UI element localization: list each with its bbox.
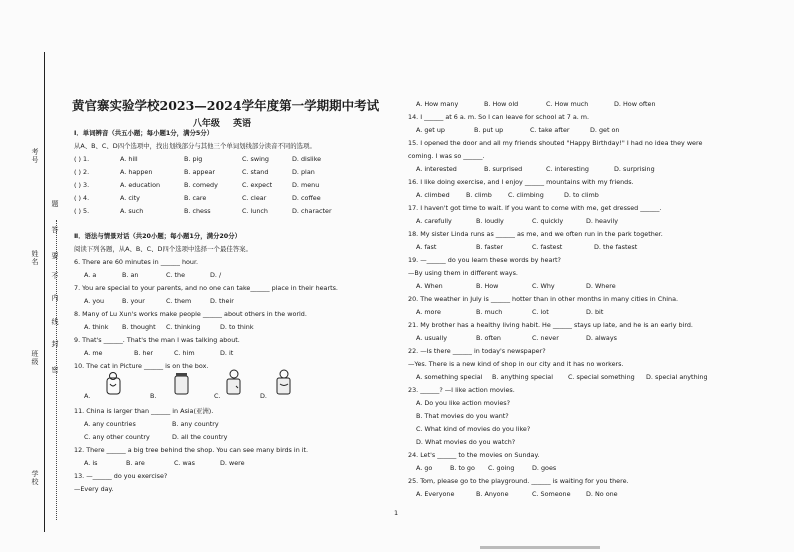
seal-char: 题	[51, 200, 59, 208]
question-stem: 16. I like doing exercise, and I enjoy ______ mountains with my friends.	[408, 178, 634, 186]
exam-title: 黄官寨实验学校2023—2024学年度第一学期期中考试	[72, 98, 380, 113]
binding-line	[44, 52, 46, 532]
cat-on-jar-picture-c	[224, 368, 244, 396]
seal-char: 不	[51, 272, 59, 280]
question-stem: 25. Tom, please go to the playground. ______ is waiting for you there.	[408, 477, 629, 485]
seal-char: 线	[51, 318, 59, 326]
name-label: 姓名	[31, 250, 39, 266]
section1-heading: Ⅰ．单词辨音（共五小题；每小题1分，满分5分）	[74, 129, 214, 137]
seal-char: 答	[51, 226, 59, 234]
question-stem: 9. That's ______. That's the man I was talking about.	[74, 336, 240, 344]
question-stem: 24. Let's ______ to the movies on Sunday.	[408, 451, 540, 459]
question-stem: 18. My sister Linda runs as ______ as me, and we often run in the park together.	[408, 230, 663, 238]
school-label: 学校	[31, 470, 39, 486]
exam-page: 考号 姓名 班级 学校 题 答 要 不 内 线 封 密 黄官寨实验学校2023—2024学年度第一学期期中考试 八年级 英语 Ⅰ．单词辨音（共五小题；每小题1分，满分5分） 从A、B、C、D四个选项中，找出划线部分与其他三个单词划线部分读音不同的选项。 ( ) 1. A. hill B. pig C. swing D. dislike ( ) 2. A. happen B. appear C. stand D. plan ( ) 3. A. education B. comedy C. expect D. menu ( ) 4. A. city B. care C. clear D. coffee ( ) 5. A. such B. chess C. lunch D. character Ⅱ．语法与情景对话（共20小题；每小题1分，满分20分） 阅读下列各题，从A、B、C、D四个选项中选择一个最佳答案。 6. There are 60 minutes in ______ hour. A. a B. an C. the D. / 7. You are special to your parents, and no one can take______ place in their hearts. A. you B. your C. them D. their 8. Many of Lu Xun's works make people ______ about others in the world. A. think B. thought C. thinking D. to think 9. That's ______. That's the man I was talking about. A. me B. her C. him D. it 10. The cat in Picture ______ is on the box. A. B. C. D. 11. China is larger than ______ in Asia(亚洲). A. any countries B. any country C. any other country D. all the country 12. There ______ a big tree behind the shop. You can see many birds in it. A. is B. are C. was D. were 13. —______ do you exercise? —Every day. A. How many B. How old C. How much D. How often 14. I ______ at 6 a. m. So I can leave for school at 7 a. m. A. get up B. put up C. take after D. get on 15. I opened the door and all my friends shouted "Happy Birthday!" I had no idea they were coming. I was so ______. A. interested B. surprised C. interesting D. surprising 16. I like doing exercise, and I enjoy ______ mountains with my friends. A. climbed B. climb C. climbing D. to climb 17. I haven't got time to wait. If you want to come with me, get dressed ______. A. carefully B. loudly C. quickly D. heavily 18. My sister Linda runs as ______ as me, and we often run in the park together. A. fast B. faster C. fastest D. the fastest 19. —______ do you learn these words by heart? —By using them in different ways. A. When B. How C. Why D. Where 20. The weather in July is ______ hotter than in other months in many cities in China. A. more B. much C. lot D. bit 21. My brother has a healthy living habit. He ______ stays up late, and he is an early bird. A. usually B. often C. never D. always 22. —Is there ______ in today's newspaper? —Yes. There is a new kind of shop in our city and it has no workers. A. something special B. anything special C. special something D. special anything 23. ______? —I like action movies. A. Do you like action movies? B. That movies do you want? C. What kind of movies do you like? D. What movies do you watch? 24. Let's ______ to the movies on Sunday. A. go B. to go C. going D. goes 25. Tom, please go to the playground. ______ is waiting for you there. A. Everyone B. Anyone C. Someone D. No one 1	[0, 0, 794, 552]
question-stem: 10. The cat in Picture ______ is on the box.	[74, 362, 209, 370]
question-stem-continued: coming. I was so ______.	[408, 152, 485, 160]
question-option: D. What movies do you watch?	[416, 438, 516, 446]
seal-char: 要	[51, 252, 59, 260]
question-stem: 6. There are 60 minutes in ______ hour.	[74, 258, 199, 266]
cat-in-jar-picture-a	[104, 370, 124, 396]
jar-picture-b	[172, 370, 192, 396]
question-stem: 8. Many of Lu Xun's works make people ______ about others in the world.	[74, 310, 307, 318]
dialogue-answer: —Yes. There is a new kind of shop in our city and it has no workers.	[408, 360, 624, 368]
question-stem: 17. I haven't got time to wait. If you want to come with me, get dressed ______.	[408, 204, 662, 212]
seal-char: 内	[51, 294, 59, 302]
seal-char: 密	[51, 366, 59, 374]
question-option: A. Do you like action movies?	[416, 399, 510, 407]
question-option: B. That movies do you want?	[416, 412, 509, 420]
seal-char: 封	[51, 340, 59, 348]
question-stem: 19. —______ do you learn these words by heart?	[408, 256, 561, 264]
question-stem: 20. The weather in July is ______ hotter than in other months in many cities in China.	[408, 295, 679, 303]
question-option: C. What kind of movies do you like?	[416, 425, 531, 433]
question-stem: 14. I ______ at 6 a. m. So I can leave for school at 7 a. m.	[408, 113, 590, 121]
section2-heading: Ⅱ．语法与情景对话（共20小题；每小题1分，满分20分）	[74, 232, 242, 240]
dialogue-answer: —By using them in different ways.	[408, 269, 518, 277]
question-stem: 13. —______ do you exercise?	[74, 472, 168, 480]
question-stem: 11. China is larger than ______ in Asia(亚洲).	[74, 407, 214, 415]
dialogue-answer: —Every day.	[74, 485, 114, 493]
cat-jar-picture-d	[274, 368, 294, 396]
page-number: 1	[394, 509, 399, 517]
exam-subtitle: 八年级 英语	[192, 119, 252, 129]
binding-margin	[0, 0, 70, 552]
question-stem: 22. —Is there ______ in today's newspaper?	[408, 347, 546, 355]
question-stem: 21. My brother has a healthy living habit. He ______ stays up late, and he is an early bird.	[408, 321, 693, 329]
question-stem: 23. ______? —I like action movies.	[408, 386, 515, 394]
exam-no-label: 考号	[31, 148, 39, 164]
section2-instruction: 阅读下列各题，从A、B、C、D四个选项中选择一个最佳答案。	[74, 245, 252, 253]
question-stem: 12. There ______ a big tree behind the shop. You can see many birds in it.	[74, 446, 309, 454]
question-stem: 7. You are special to your parents, and no one can take______ place in their hearts.	[74, 284, 338, 292]
class-label: 班级	[31, 350, 39, 366]
scan-smudge	[480, 546, 600, 549]
section1-instruction: 从A、B、C、D四个选项中，找出划线部分与其他三个单词划线部分读音不同的选项。	[74, 142, 316, 150]
question-stem: 15. I opened the door and all my friends shouted "Happy Birthday!" I had no idea they were	[408, 139, 703, 147]
